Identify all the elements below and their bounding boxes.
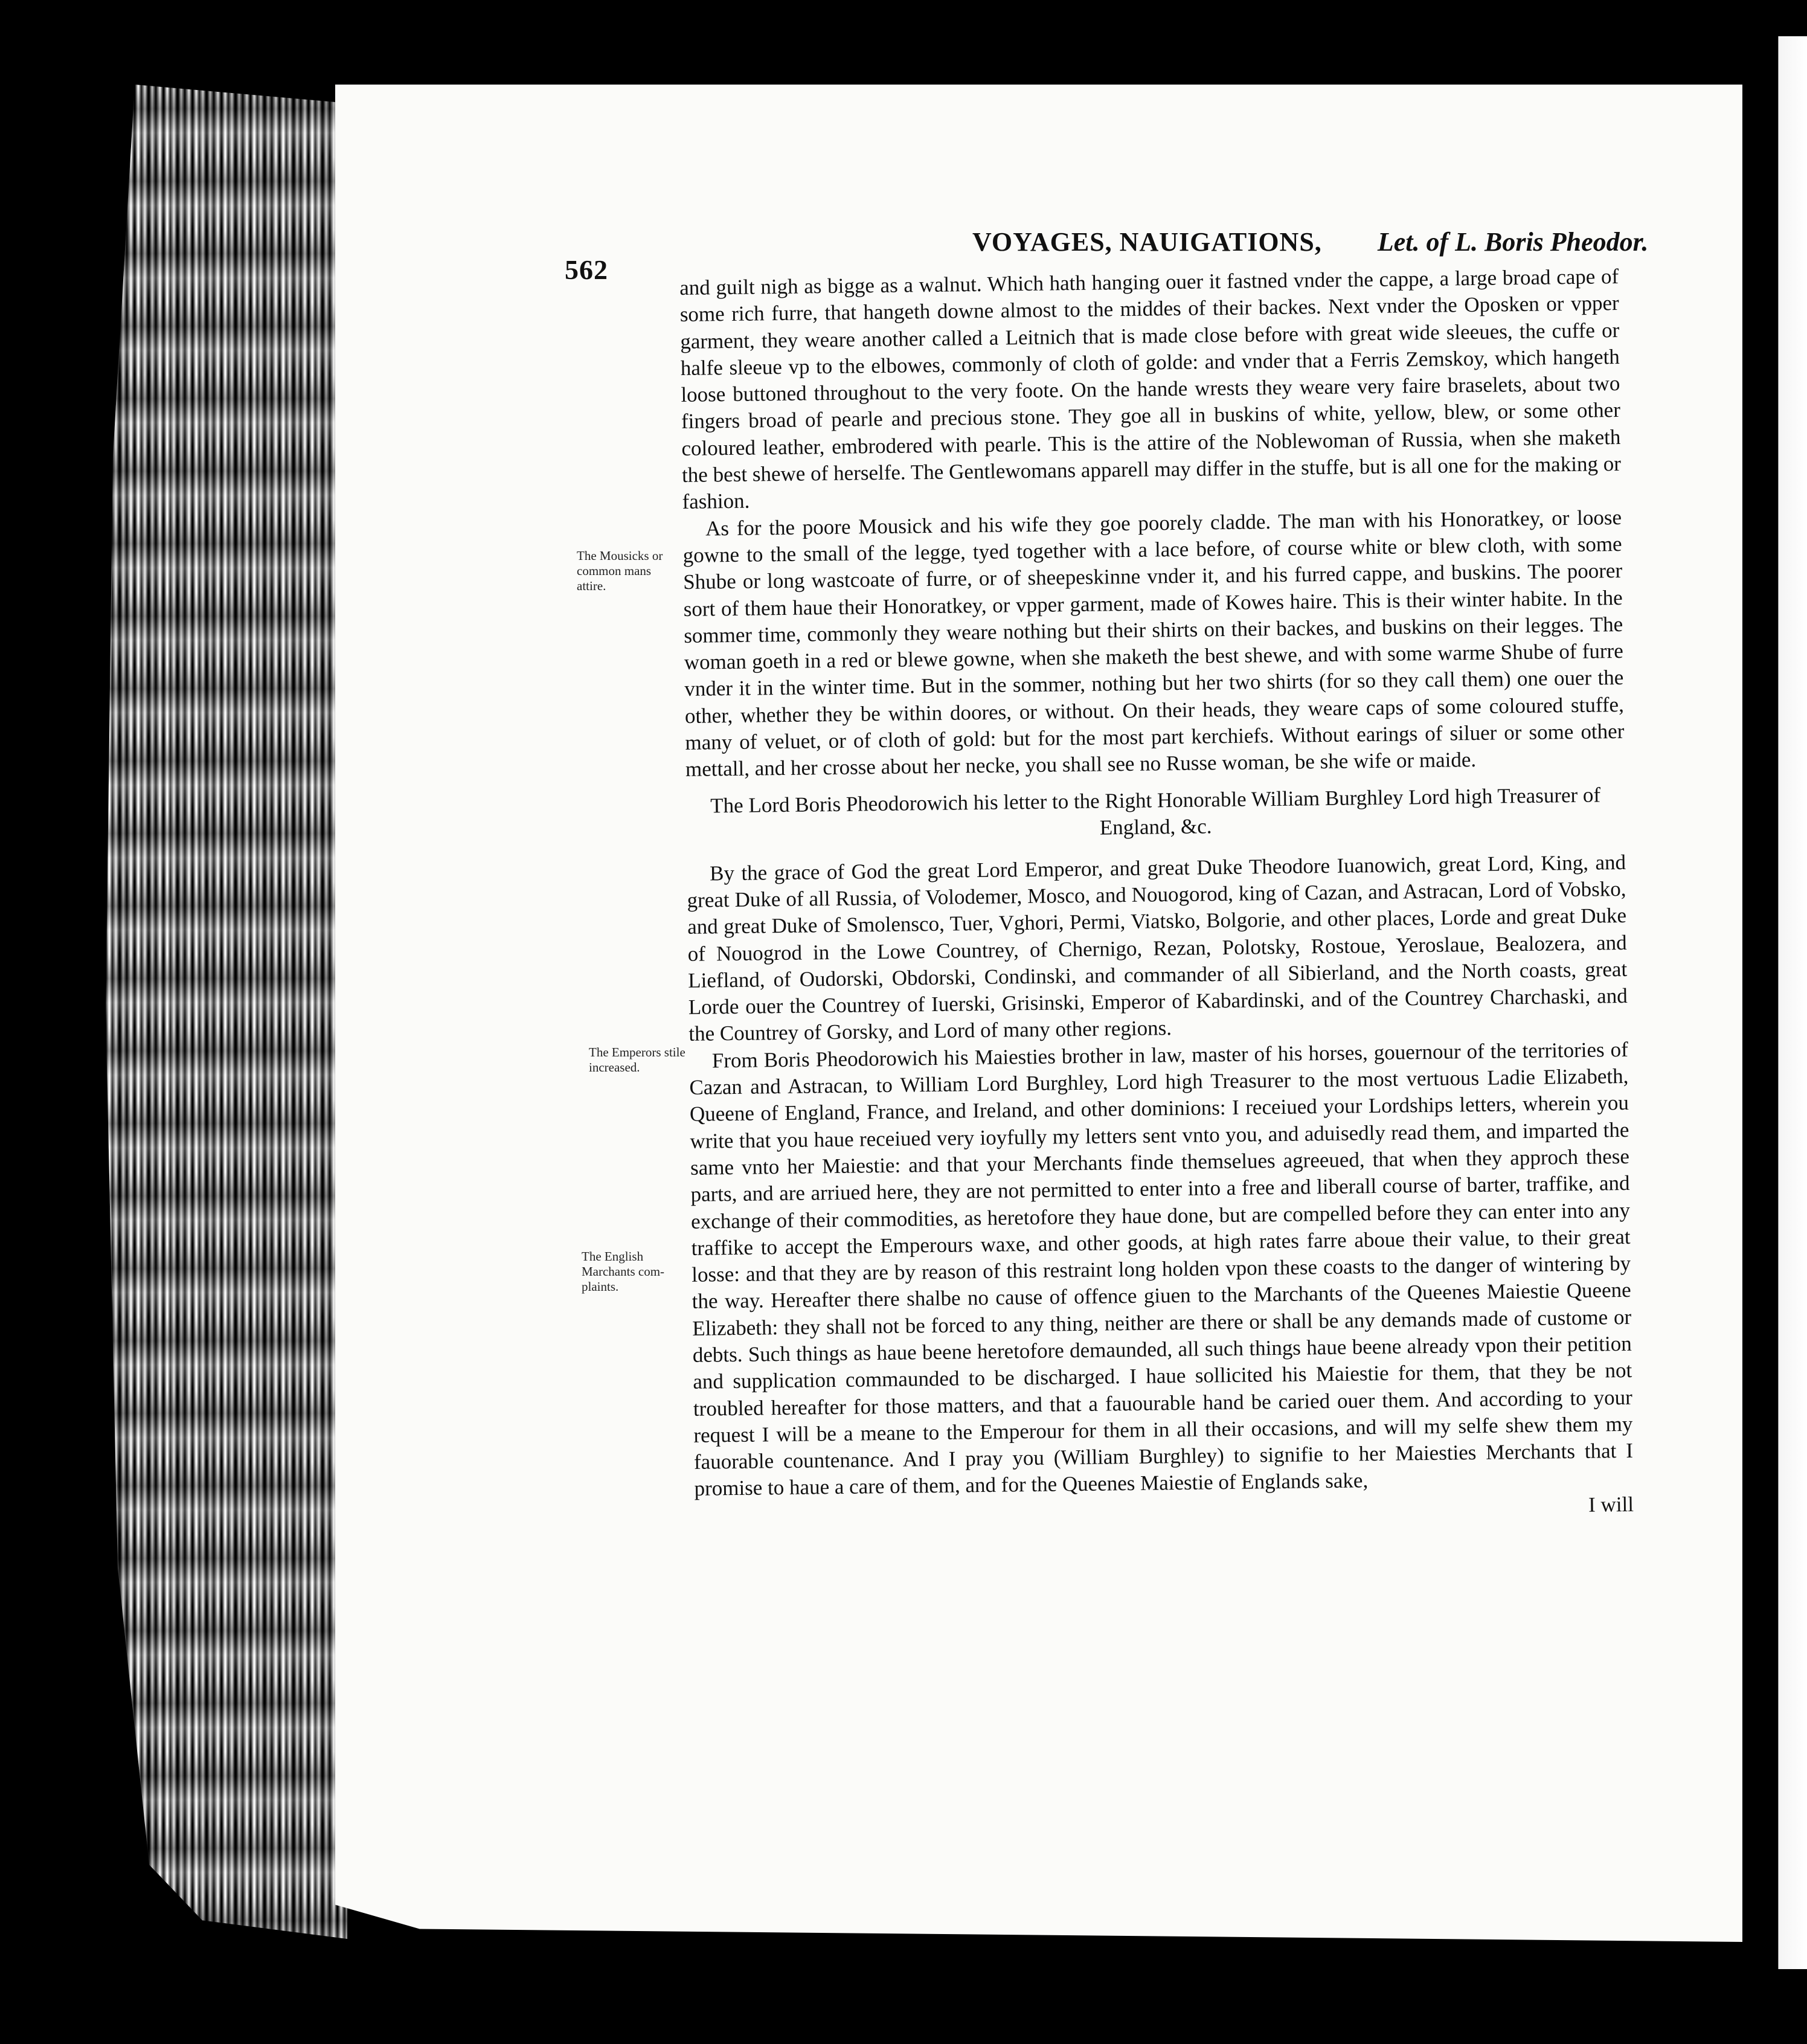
running-head <box>972 227 1649 257</box>
paragraph-emperor-stile: By the grace of God the great Lord Emperor, and great Duke Theodore Iuanowich, great Lord, King, and great Duke of all Russia, of Volodemer, Mosco, and Nouogorod, king of Cazan, and Astracan, Lord of Vobsko, and great Duke of Smolensco, Tuer, Vghori, Permi, Viatsko, Bolgorie, and other places, Lorde and great Duke of Nouogrod in the Lowe Countrey, of Chernigo, Rezan, Polotsky, Rostoue, Yeroslaue, Bealozera, and Liefland, of Oudorski, Obdorski, Condinski, and commander of all Sibierland, and the North coasts, great Lorde ouer the Countrey of Iuerski, Grisinski, Emperor of Kabardinski, and of the Countrey Charchaski, and the Countrey of Gorsky, and Lord of many other regions. <box>687 850 1628 1046</box>
catchword: I will <box>1588 1492 1634 1517</box>
margin-note-english-marchants: The English Marchants com-plaints. <box>582 1249 665 1294</box>
next-page-edge <box>1742 36 1807 1969</box>
body-text <box>679 263 1634 1529</box>
paragraph-boris-letter: From Boris Pheodorowich his Maiesties brother in law, master of his horses, gouernour of the territories of Cazan and Astracan, to William Lord Burghley, Lord high Treasurer to the most vertuous Ladie Elizabeth, Queene of England, France, and Ireland, and other dominions: I receiued your Lordships letters, wherein you write that you haue receiued very ioyfully my letters sent vnto you, and aduisedly read them, and imparted the same vnto her Maiestie: and that your Merchants finde themselues agreeued, that when they approch these parts, and are arriued here, they are not permitted to enter into a free and liberall course of barter, traffike, and exchange of their commodities, as heretofore they haue done, but are compelled before they can enter into any traffike to accept the Emperours waxe, and other goods, at high rates farre aboue their value, to their great losse: and that they are by reason of this restraint long holden vpon these coasts to the danger of wintering by the way. Hereafter there shalbe no cause of offence giuen to the Marchants of the Queenes Maiestie Queene Elizabeth: they shall not be forced to any thing, neither are there or shall be any demands made of custome or debts. Such things as haue beene heretofore demaunded, all such things haue beene already vpon their petition and supplication commaunded to be discharged. I haue sollicited his Maiestie for them, that they be not troubled hereafter for those matters, and that a fauourable hand be caried ouer them. And according to your request I will be a meane to the Emperour for them in all their occasions, and will my selfe shew them my fauorable countenance. And I pray you (William Burghley) to signifie to her Maiesties Merchants that I promise to haue a care of them, and for the Queenes Maiestie of Englands sake, <box>689 1037 1634 1501</box>
margin-note-emperors-stile: The Emperors stile increased. <box>589 1045 685 1075</box>
margin-note-mousicks: The Mousicks or common mans attire. <box>577 548 663 593</box>
letter-heading: The Lord Boris Pheodorowich his letter to the Right Honorable William Burghley Lord high Treasurer of England, &c. <box>710 783 1601 840</box>
book-fore-edge-shading <box>106 85 347 1939</box>
page-number: 562 <box>565 254 608 285</box>
paragraph-noblewoman-attire: and guilt nigh as bigge as a walnut. Which hath hanging ouer it fastned vnder the cappe, a large broad cape of some rich furre, that hangeth downe almost to the middes of their backes. Next vnder the Oposken or vpper garment, they weare another called a Leitnich that is made close before with great wide sleeues, the cuffe or halfe sleeue vp to the elbowes, commonly of cloth of golde: and vnder that a Ferris Zemskoy, which hangeth loose buttoned throughout to the very foote. On the hande wrests they weare very faire braselets, about two fingers broad of pearle and precious stone. They goe all in buskins of white, yellow, blew, or some other coloured leather, embrodered with pearle. This is the attire of the Noblewoman of Russia, when she maketh the best shewe of herselfe. The Gentlewomans apparell may differ in the stuffe, but is all one for the making or fashion. <box>679 265 1622 514</box>
running-head-right: Let. of L. Boris Pheodor. <box>1377 227 1649 257</box>
paragraph-mousick-attire: As for the poore Mousick and his wife they goe poorely cladde. The man with his Honoratkey, or loose gowne to the small of the legge, tyed together with a lace before, of course white or blew cloth, with some Shube or long wastcoate of furre, or of sheepeskinne vnder it, and his furred cappe, and buskins. The poorer sort of them haue their Honoratkey, or vpper garment, made of Kowes haire. This is their winter habite. In the sommer time, commonly they weare nothing but their shirts on their backes, and buskins on their legges. The woman goeth in a red or blewe gowne, when she maketh the best shewe, and with some warme Shube of furre vnder it in the winter time. But in the sommer, nothing but her two shirts (for so they call them) one ouer the other, whether they be within doores, or without. On their heads, they weare caps of some coloured stuffe, many of veluet, or of cloth of gold: but for the most part kerchiefs. Without earings of siluer or some other mettall, and her crosse about her necke, you shall see no Russe woman, be she wife or maide. <box>682 505 1625 782</box>
running-head-title: VOYAGES, NAUIGATIONS, <box>972 227 1322 257</box>
